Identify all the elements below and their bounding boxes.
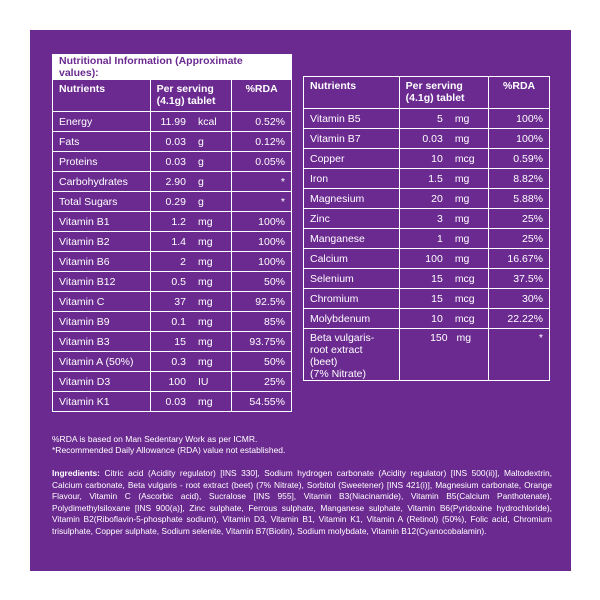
table-row (304, 129, 550, 149)
amount-unit: mg (192, 232, 232, 252)
nutrient-amount (399, 329, 489, 381)
nutrient-name: Vitamin B1 (53, 212, 151, 232)
nutrient-rda: * (489, 329, 550, 381)
amount-value: 100 (150, 372, 192, 392)
nutrient-name-line1: Beta vulgaris- (310, 332, 375, 344)
header-rda: %RDA (489, 77, 550, 109)
nutrition-table-right (303, 76, 550, 381)
nutrient-rda: 100% (232, 232, 292, 252)
amount-unit: mg (192, 252, 232, 272)
nutrient-rda: 100% (489, 129, 550, 149)
header-rda: %RDA (232, 80, 292, 112)
table-row (53, 332, 292, 352)
nutrient-name: Vitamin B9 (53, 312, 151, 332)
nutrition-table-left (52, 54, 292, 412)
table-row (304, 229, 550, 249)
nutrient-name: Vitamin D3 (53, 372, 151, 392)
nutrient-rda: 0.52% (232, 112, 292, 132)
nutrient-name: Magnesium (304, 189, 400, 209)
amount-value: 15 (399, 269, 449, 289)
nutrient-rda: 100% (232, 212, 292, 232)
amount-unit: mg (192, 292, 232, 312)
nutrient-name: Vitamin B2 (53, 232, 151, 252)
nutrient-name: Selenium (304, 269, 400, 289)
amount-value: 0.03 (150, 132, 192, 152)
table-row (304, 289, 550, 309)
amount-value: 0.1 (150, 312, 192, 332)
amount-value: 0.03 (399, 129, 449, 149)
nutrient-rda: 0.12% (232, 132, 292, 152)
nutrient-name-line3: (7% Nitrate) (310, 368, 367, 381)
amount-value: 2 (150, 252, 192, 272)
amount-value: 2.90 (150, 172, 192, 192)
table-row (53, 272, 292, 292)
amount-unit: mcg (449, 289, 489, 309)
table-row (53, 212, 292, 232)
amount-value: 1 (399, 229, 449, 249)
table-row (53, 132, 292, 152)
nutrient-rda: 50% (232, 352, 292, 372)
amount-value: 20 (399, 189, 449, 209)
amount-unit: mg (192, 352, 232, 372)
table-row (304, 269, 550, 289)
right-table-body (304, 109, 550, 329)
amount-value: 10 (399, 309, 449, 329)
ingredients-text (52, 468, 552, 538)
table-row (304, 309, 550, 329)
table-header-row (53, 80, 292, 112)
nutrient-rda: 22.22% (489, 309, 550, 329)
nutrient-name: Vitamin B6 (53, 252, 151, 272)
header-per-serving (399, 77, 489, 109)
nutrient-rda: 0.05% (232, 152, 292, 172)
nutrient-rda: 0.59% (489, 149, 550, 169)
header-nutrients: Nutrients (53, 80, 151, 112)
nutrient-rda: 8.82% (489, 169, 550, 189)
amount-value: 11.99 (150, 112, 192, 132)
rda-note-line1: %RDA is based on Man Sedentary Work as per ICMR. (52, 434, 258, 444)
amount-value: 3 (399, 209, 449, 229)
table-row (304, 149, 550, 169)
amount-unit: mg (449, 129, 489, 149)
nutrient-rda: 25% (232, 372, 292, 392)
nutrient-name: Molybdenum (304, 309, 400, 329)
nutrient-name: Vitamin K1 (53, 392, 151, 412)
nutrient-rda: * (232, 172, 292, 192)
amount-value: 150 (430, 332, 448, 344)
nutrient-name: Iron (304, 169, 400, 189)
amount-unit: g (192, 172, 232, 192)
rda-notes (52, 434, 552, 457)
nutrient-rda: 16.67% (489, 249, 550, 269)
amount-unit: mcg (449, 269, 489, 289)
amount-value: 1.4 (150, 232, 192, 252)
table-row-beta-vulgaris (304, 329, 550, 381)
table-row (53, 292, 292, 312)
amount-value: 15 (399, 289, 449, 309)
amount-unit: mcg (449, 309, 489, 329)
nutrient-name: Vitamin B7 (304, 129, 400, 149)
amount-value: 1.2 (150, 212, 192, 232)
table-row (53, 172, 292, 192)
nutrient-rda: * (232, 192, 292, 212)
header-per-serving-line1: Per serving (405, 80, 463, 92)
table-row (304, 249, 550, 269)
table-row (53, 192, 292, 212)
amount-value: 0.03 (150, 392, 192, 412)
table-row (53, 372, 292, 392)
table-row (53, 232, 292, 252)
amount-value: 0.03 (150, 152, 192, 172)
nutrient-name: Proteins (53, 152, 151, 172)
nutrient-name-line2: root extract (beet) (310, 344, 363, 369)
header-per-serving-line1: Per serving (156, 83, 214, 95)
nutrient-rda: 93.75% (232, 332, 292, 352)
table-row (304, 109, 550, 129)
nutrient-name: Vitamin C (53, 292, 151, 312)
nutrient-name: Vitamin B3 (53, 332, 151, 352)
amount-value: 1.5 (399, 169, 449, 189)
nutrient-name: Chromium (304, 289, 400, 309)
amount-value: 37 (150, 292, 192, 312)
table-caption-row (53, 55, 292, 80)
amount-unit: IU (192, 372, 232, 392)
nutrient-rda: 25% (489, 229, 550, 249)
amount-unit: g (192, 192, 232, 212)
nutrient-rda: 5.88% (489, 189, 550, 209)
amount-unit: mg (449, 229, 489, 249)
amount-unit: mg (456, 332, 472, 344)
amount-value: 10 (399, 149, 449, 169)
amount-unit: mcg (449, 149, 489, 169)
amount-value: 0.29 (150, 192, 192, 212)
table-row (53, 392, 292, 412)
ingredients-list: Citric acid (Acidity regulator) [INS 330], Sodium hydrogen carbonate (Acidity regulator) [INS 500(ii)], Maltodextrin, Calcium carbonate, Beta vulgaris - root extract (beet) (7% Nitrate), Sorbitol (Sweetener) [INS 421(i)], Magnesium carbonate, Orange Flavour, Vitamin C (Ascorbic acid), Sucralose [INS 955], Vitamin B3(Niacinamide), Vitamin B5(Calcium Panthotenate), Polydimethylsiloxane [INS 900(a)], Zinc sulphate, Ferrous sulphate, Manganese sulphate, Vitamin B6(Pyridoxine hydrochloride), Vitamin B2(Riboflavin-5-phosphate sodium), Vitamin D3, Vitamin B1, Vitamin K1, Vitamin A (Retinol) (50%), Folic acid, Chromium trisulphate, Copper sulphate, Sodium selenite, Vitamin B7(Biotin), Sodium molybdate, Vitamin B12(Cyanocobalamin). (52, 468, 552, 536)
amount-value: 0.5 (150, 272, 192, 292)
nutrient-name: Manganese (304, 229, 400, 249)
amount-value: 15 (150, 332, 192, 352)
ingredients-label: Ingredients: (52, 468, 100, 478)
nutrient-rda: 100% (232, 252, 292, 272)
header-per-serving (150, 80, 232, 112)
nutrient-rda: 37.5% (489, 269, 550, 289)
nutrient-rda: 30% (489, 289, 550, 309)
table-row (304, 209, 550, 229)
amount-unit: mg (192, 392, 232, 412)
amount-unit: mg (449, 189, 489, 209)
nutrient-name: Vitamin A (50%) (53, 352, 151, 372)
nutrient-rda: 100% (489, 109, 550, 129)
nutrient-name: Total Sugars (53, 192, 151, 212)
amount-value: 0.3 (150, 352, 192, 372)
header-nutrients: Nutrients (304, 77, 400, 109)
amount-unit: mg (449, 209, 489, 229)
header-per-serving-line2: (4.1g) tablet (156, 95, 216, 107)
rda-note-line2: *Recommended Daily Allowance (RDA) value not established. (52, 445, 286, 456)
nutrient-name: Vitamin B5 (304, 109, 400, 129)
nutrient-rda: 92.5% (232, 292, 292, 312)
nutrient-name (304, 329, 400, 381)
table-row (304, 189, 550, 209)
amount-unit: mg (192, 212, 232, 232)
table-row (53, 312, 292, 332)
amount-unit: mg (192, 312, 232, 332)
nutrient-rda: 54.55% (232, 392, 292, 412)
nutrient-rda: 85% (232, 312, 292, 332)
amount-unit: mg (449, 109, 489, 129)
table-row (53, 352, 292, 372)
table-header-row (304, 77, 550, 109)
nutrition-panel (30, 30, 571, 571)
nutrient-name: Calcium (304, 249, 400, 269)
nutrient-name: Vitamin B12 (53, 272, 151, 292)
nutrient-name: Carbohydrates (53, 172, 151, 192)
amount-unit: kcal (192, 112, 232, 132)
table-caption: Nutritional Information (Approximate values): (53, 55, 292, 80)
table-row (304, 169, 550, 189)
amount-value: 5 (399, 109, 449, 129)
amount-unit: mg (449, 249, 489, 269)
amount-unit: g (192, 132, 232, 152)
nutrient-rda: 50% (232, 272, 292, 292)
table-row (53, 152, 292, 172)
amount-value: 100 (399, 249, 449, 269)
nutrient-name: Zinc (304, 209, 400, 229)
amount-unit: mg (449, 169, 489, 189)
nutrient-rda: 25% (489, 209, 550, 229)
amount-unit: mg (192, 272, 232, 292)
nutrient-name: Fats (53, 132, 151, 152)
amount-unit: mg (192, 332, 232, 352)
header-per-serving-line2: (4.1g) tablet (405, 92, 465, 104)
table-row (53, 112, 292, 132)
amount-unit: g (192, 152, 232, 172)
nutrient-name: Energy (53, 112, 151, 132)
left-table-body (53, 112, 292, 412)
nutrient-name: Copper (304, 149, 400, 169)
table-row (53, 252, 292, 272)
